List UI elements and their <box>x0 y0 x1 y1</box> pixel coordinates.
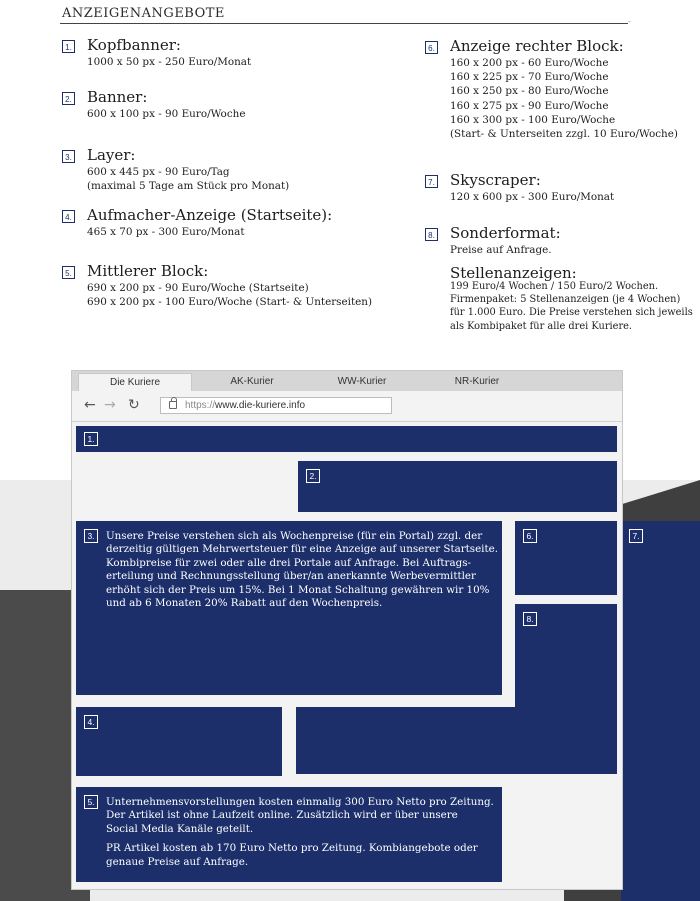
offer-number: 4. <box>62 210 75 223</box>
offer-line: 690 x 200 px - 90 Euro/Woche (Startseite) <box>87 282 309 294</box>
ad-block-1 <box>76 426 617 452</box>
stellen-line: für 1.000 Euro. Die Preise verstehen sich jeweils <box>450 307 693 319</box>
offer-heading: Mittlerer Block: <box>87 262 209 280</box>
offer-heading: Aufmacher-Anzeige (Startseite): <box>87 206 333 224</box>
offer-sonderformat <box>425 224 695 264</box>
url-host: www.die-kuriere.info <box>215 400 306 411</box>
title-dot: - <box>628 17 631 26</box>
ad-block-8-extension <box>296 707 515 774</box>
tab-ak-kurier[interactable]: AK-Kurier <box>230 376 274 387</box>
tab-die-kuriere[interactable]: Die Kuriere <box>78 373 192 392</box>
offer-rechter-block <box>425 37 695 147</box>
offer-details <box>87 225 245 239</box>
block-line: erhöht sich der Preis um 15%. Bei 1 Monat Schaltung gewähren wir 10% <box>106 583 490 596</box>
offer-line: (Start- & Unterseiten zzgl. 10 Euro/Woche) <box>450 128 678 141</box>
block-text <box>106 530 498 610</box>
offer-number: 6. <box>425 41 438 54</box>
tab-nr-kurier[interactable]: NR-Kurier <box>454 376 500 387</box>
ad-block-7-skyscraper <box>621 521 700 901</box>
offer-mittlerer-block <box>62 262 402 312</box>
block-number: 1. <box>84 432 98 446</box>
stellenanzeigen-details <box>450 280 693 333</box>
arrow-right-icon[interactable]: → <box>104 397 116 413</box>
offer-details <box>87 281 372 309</box>
page-title: ANZEIGENANGEBOTE <box>62 6 225 21</box>
offer-heading: Anzeige rechter Block: <box>450 37 624 55</box>
offer-line: 600 x 100 px - 90 Euro/Woche <box>87 108 246 120</box>
stellen-line: als Kombipaket für alle drei Kuriere. <box>450 320 633 332</box>
offer-line: 600 x 445 px - 90 Euro/Tag <box>87 166 230 178</box>
block-line: Unsere Preise verstehen sich als Wochenpreise (für ein Portal) zzgl. der <box>106 530 483 542</box>
offer-number: 8. <box>425 228 438 241</box>
ad-block-4 <box>76 707 282 776</box>
block-number: 4. <box>84 715 98 729</box>
offer-line: 160 x 225 px - 70 Euro/Woche <box>450 71 609 84</box>
browser-window <box>71 370 623 890</box>
block-number: 7. <box>629 529 643 543</box>
block-line: PR Artikel kosten ab 170 Euro Netto pro Zeitung. Kombiangebote oder <box>106 842 478 855</box>
offer-details <box>450 190 614 204</box>
offer-number: 7. <box>425 175 438 188</box>
offer-line: (maximal 5 Tage am Stück pro Monat) <box>87 180 290 193</box>
offer-details <box>87 55 251 69</box>
url-protocol: https:// <box>185 400 216 411</box>
offer-details <box>87 165 289 193</box>
offer-line: 160 x 200 px - 60 Euro/Woche <box>450 57 609 69</box>
block-line: Kombipreise für zwei oder alle drei Portale auf Anfrage. Bei Auftrags- <box>106 556 471 569</box>
offer-line: 465 x 70 px - 300 Euro/Monat <box>87 226 245 238</box>
offer-line: Preise auf Anfrage. <box>450 244 552 256</box>
offer-banner <box>62 88 392 128</box>
tab-ww-kurier[interactable]: WW-Kurier <box>337 376 387 387</box>
offer-number: 3. <box>62 150 75 163</box>
offer-line: 120 x 600 px - 300 Euro/Monat <box>450 191 615 203</box>
offer-details <box>87 107 245 121</box>
block-number: 8. <box>523 612 537 626</box>
block-number: 6. <box>523 529 537 543</box>
offer-aufmacher <box>62 206 392 246</box>
offer-heading: Layer: <box>87 146 136 164</box>
block-line: genaue Preise auf Anfrage. <box>106 855 249 868</box>
offer-heading: Skyscraper: <box>450 171 541 189</box>
block-number: 2. <box>306 469 320 483</box>
offer-heading: Sonderformat: <box>450 224 561 242</box>
offer-heading: Kopfbanner: <box>87 36 181 54</box>
offer-kopfbanner <box>62 36 392 76</box>
browser-toolbar <box>72 391 622 422</box>
offer-number: 1. <box>62 40 75 53</box>
address-bar[interactable] <box>160 397 392 414</box>
stellen-line: Firmenpaket: 5 Stellenanzeigen (je 4 Wochen) <box>450 294 681 306</box>
offer-line: 690 x 200 px - 100 Euro/Woche (Start- & Unterseiten) <box>87 296 373 309</box>
tab-bar <box>72 371 622 391</box>
block-line: und ab 6 Monaten 20% Rabatt auf den Wochenpreis. <box>106 597 383 610</box>
title-rule <box>60 23 628 24</box>
ad-block-2 <box>298 461 617 512</box>
ad-block-6 <box>515 521 617 595</box>
offer-number: 2. <box>62 92 75 105</box>
block-line: derzeitig gültigen Mehrwertsteuer für eine Anzeige auf unserer Startseite. <box>106 543 498 556</box>
ad-block-5 <box>76 787 502 882</box>
block-number: 3. <box>84 529 98 543</box>
block-line: erteilung und Rechnungsstellung über/an anerkannte Werbevermittler <box>106 570 476 583</box>
offer-line: 1000 x 50 px - 250 Euro/Monat <box>87 56 252 68</box>
offer-heading: Banner: <box>87 88 148 106</box>
block-number: 5. <box>84 795 98 809</box>
block-line: Der Artikel ist ohne Laufzeit online. Zusätzlich wird er über unsere <box>106 809 458 822</box>
lock-icon <box>169 401 177 409</box>
offer-layer <box>62 146 392 196</box>
offer-details <box>450 243 552 257</box>
ad-block-8 <box>515 604 617 774</box>
offer-details <box>450 56 678 141</box>
block-line: Social Media Kanäle geteilt. <box>106 822 254 835</box>
offer-line: 160 x 250 px - 80 Euro/Woche <box>450 85 609 98</box>
offer-line: 160 x 275 px - 90 Euro/Woche <box>450 99 609 112</box>
offer-skyscraper <box>425 171 695 211</box>
reload-icon[interactable]: ↻ <box>128 397 140 413</box>
arrow-left-icon[interactable]: ← <box>84 397 96 413</box>
stellen-line: 199 Euro/4 Wochen / 150 Euro/2 Wochen. <box>450 281 659 292</box>
ad-block-3 <box>76 521 502 695</box>
block-line: Unternehmensvorstellungen kosten einmalig 300 Euro Netto pro Zeitung. <box>106 796 494 808</box>
stellenanzeigen-heading: Stellenanzeigen: <box>450 264 577 282</box>
block-text <box>106 796 494 869</box>
offer-line: 160 x 300 px - 100 Euro/Woche <box>450 113 616 126</box>
offer-number: 5. <box>62 266 75 279</box>
